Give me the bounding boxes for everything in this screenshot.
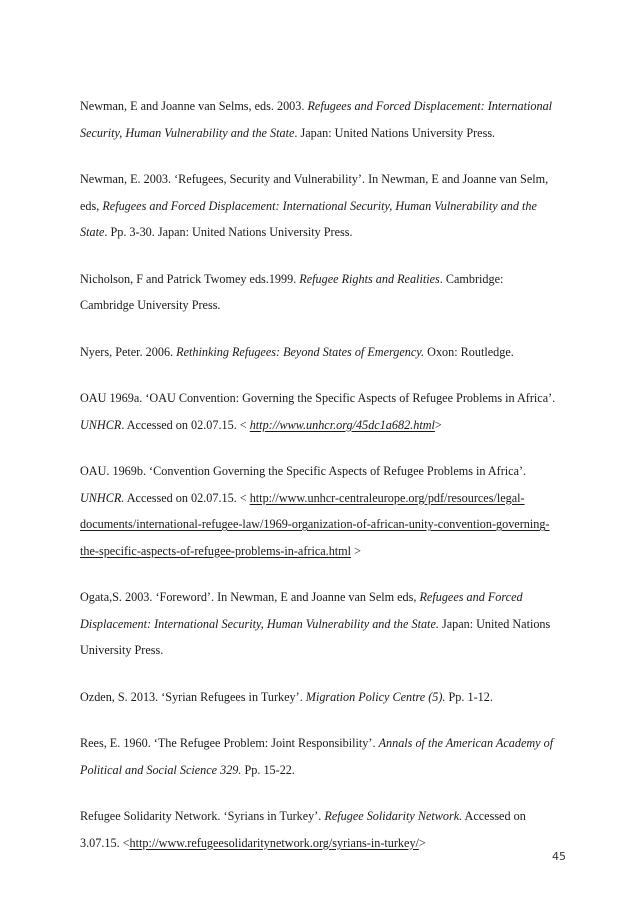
reference-nicholson-1999 xyxy=(80,266,560,319)
reference-url-link[interactable]: http://www.unhcr.org/45dc1a682.html xyxy=(249,417,435,432)
page-number: 45 xyxy=(552,850,566,863)
reference-text: Refugee Solidarity Network. ‘Syrians in Turkey’. xyxy=(80,809,325,823)
reference-url-link[interactable]: http://www.unhcr-centraleurope.org/pdf/resources/legal-documents/international-refugee-law/1969-organization-of-african-unity-convention-governing-the-specific-aspects-of-refugee-problems-in-africa.html xyxy=(80,490,550,558)
reference-text: OAU. 1969b. ‘Convention Governing the Specific Aspects of Refugee Problems in Africa’. xyxy=(80,464,527,478)
reference-ozden-2013 xyxy=(80,684,560,711)
reference-text: > xyxy=(434,417,442,432)
reference-text: Japan: United Nations University Press. xyxy=(80,616,551,657)
reference-newman-2003-chapter xyxy=(80,166,560,246)
reference-ogata-2003 xyxy=(80,584,560,664)
reference-oau-1969a xyxy=(80,385,560,438)
reference-text: > xyxy=(418,835,426,850)
reference-text: OAU 1969a. ‘OAU Convention: Governing the Specific Aspects of Refugee Problems in Africa’. xyxy=(80,391,556,405)
reference-title-italic: UNHCR. xyxy=(80,490,125,505)
reference-text: Oxon: Routledge. xyxy=(424,344,514,359)
reference-list xyxy=(80,93,560,856)
reference-title-italic: Refugees and Forced Displacement: International Security, Human Vulnerability and the State xyxy=(80,198,537,239)
reference-title-italic: Refugee Rights and Realities xyxy=(299,271,440,286)
reference-refugee-solidarity-network xyxy=(80,803,560,856)
reference-text: . Cambridge: Cambridge University Press. xyxy=(80,271,504,312)
reference-title-italic: Annals of the American Academy of Political and Social Science 329. xyxy=(80,736,554,777)
reference-text: Newman, E. 2003. ‘Refugees, Security and Vulnerability’. In Newman, E and Joanne van Selm, eds, xyxy=(80,172,549,213)
reference-url-link[interactable]: http://www.refugeesolidaritynetwork.org/syrians-in-turkey/ xyxy=(129,835,419,850)
reference-text: > xyxy=(351,543,361,558)
reference-rees-1960 xyxy=(80,730,560,783)
reference-text: Pp. 1-12. xyxy=(445,689,493,704)
reference-text: . Japan: United Nations University Press. xyxy=(294,125,496,140)
reference-title-italic: Refugees and Forced Displacement: International Security, Human Vulnerability and the State xyxy=(80,99,553,140)
reference-text: Rees, E. 1960. ‘The Refugee Problem: Joint Responsibility’. xyxy=(80,736,379,750)
reference-text: Ozden, S. 2013. ‘Syrian Refugees in Turkey’. xyxy=(80,689,306,704)
reference-text: Nicholson, F and Patrick Twomey eds.1999. xyxy=(80,271,300,286)
reference-text: Ogata,S. 2003. ‘Foreword’. In Newman, E and Joanne van Selm eds, xyxy=(80,590,420,604)
reference-text: Accessed on 3.07.15. < xyxy=(80,809,526,850)
reference-text: Newman, E and Joanne van Selms, eds. 2003. xyxy=(80,99,308,113)
reference-text: Nyers, Peter. 2006. xyxy=(80,344,177,359)
reference-title-italic: Refugee Solidarity Network. xyxy=(324,809,463,823)
reference-text: Pp. 15-22. xyxy=(241,762,295,777)
reference-text: Accessed on 02.07.15. < xyxy=(124,490,250,505)
reference-title-italic: Refugees and Forced Displacement: International Security, Human Vulnerability and the State. xyxy=(80,590,523,631)
reference-text: . Accessed on 02.07.15. < xyxy=(121,417,250,432)
reference-oau-1969b xyxy=(80,458,560,564)
reference-nyers-2006 xyxy=(80,339,560,366)
reference-title-italic: Migration Policy Centre (5). xyxy=(305,689,446,704)
reference-title-italic: UNHCR xyxy=(80,417,122,432)
reference-title-italic: Rethinking Refugees: Beyond States of Emergency. xyxy=(176,344,425,359)
reference-text: . Pp. 3-30. Japan: United Nations University Press. xyxy=(104,225,353,239)
reference-newman-2003-book xyxy=(80,93,560,146)
